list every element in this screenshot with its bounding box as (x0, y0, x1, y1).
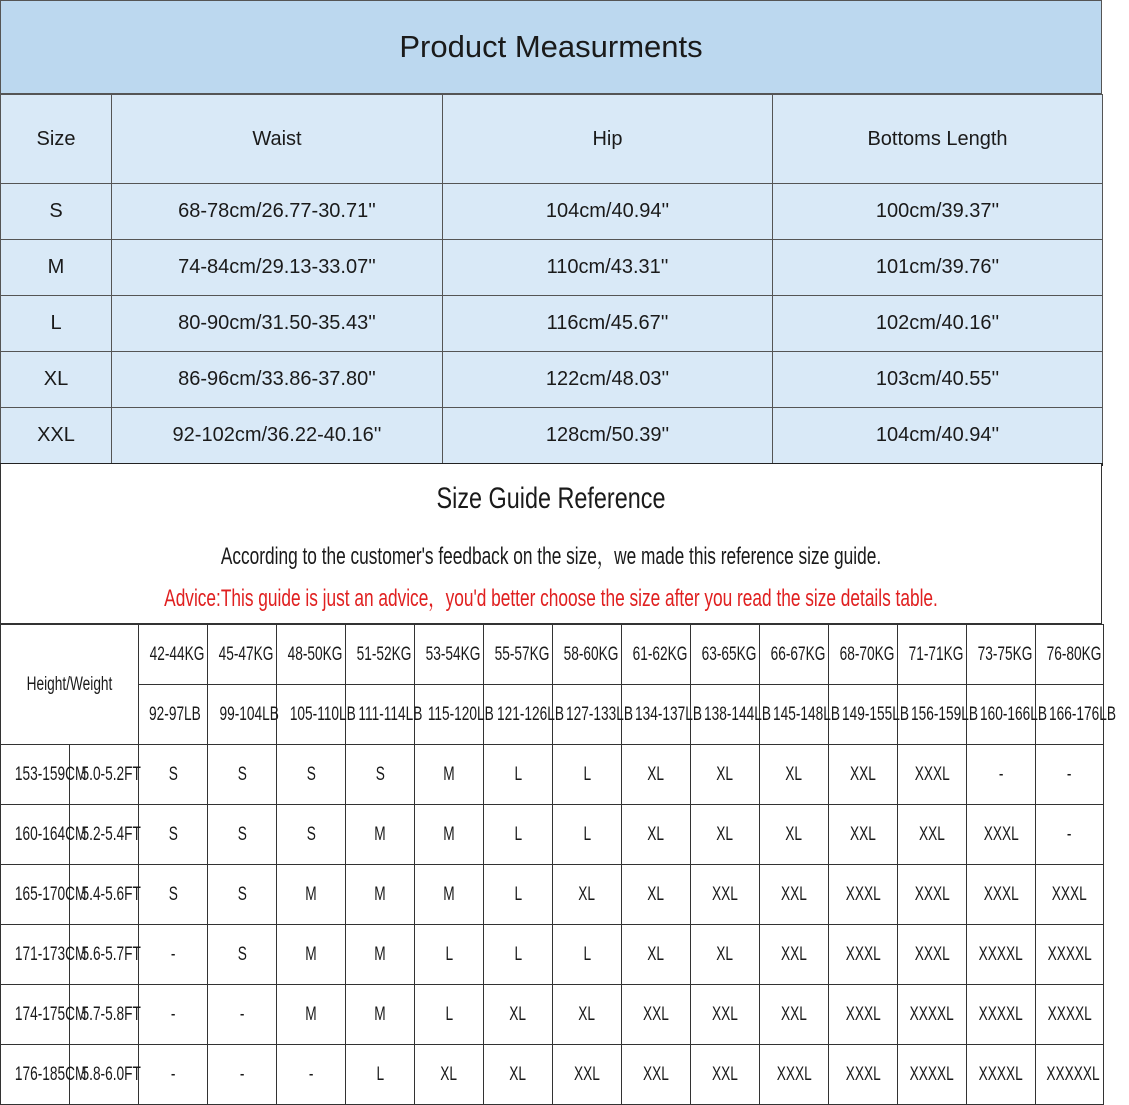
size-cell: M (415, 805, 484, 865)
header-waist: Waist (112, 95, 443, 184)
weight-kg-cell: 61-62KG (622, 625, 691, 685)
header-size: Size (1, 95, 112, 184)
size-cell: S (208, 925, 277, 985)
size-cell: XL (622, 865, 691, 925)
height-cm-cell: 165-170CM (1, 865, 70, 925)
size-cell: S (1, 184, 112, 240)
size-cell: L (415, 925, 484, 985)
header-bottoms-length: Bottoms Length (773, 95, 1103, 184)
weight-kg-cell: 76-80KG (1036, 625, 1104, 685)
size-cell: M (277, 985, 346, 1045)
size-cell: XXXL (829, 985, 898, 1045)
size-cell: XXXL (829, 925, 898, 985)
waist-cell: 80-90cm/31.50-35.43'' (112, 296, 443, 352)
weight-kg-cell: 68-70KG (829, 625, 898, 685)
size-cell: M (346, 805, 415, 865)
weight-kg-cell: 73-75KG (967, 625, 1036, 685)
waist-cell: 74-84cm/29.13-33.07'' (112, 240, 443, 296)
size-cell: - (208, 1045, 277, 1105)
size-cell: XL (691, 925, 760, 985)
height-cm-cell: 171-173CM (1, 925, 70, 985)
size-cell: XXL (691, 865, 760, 925)
size-cell: - (208, 985, 277, 1045)
size-cell: XL (484, 1045, 553, 1105)
weight-kg-cell: 53-54KG (415, 625, 484, 685)
size-cell: - (1036, 805, 1104, 865)
size-cell: XL (622, 745, 691, 805)
size-cell: XXL (829, 805, 898, 865)
weight-kg-cell: 48-50KG (277, 625, 346, 685)
size-cell: XL (760, 745, 829, 805)
hip-cell: 116cm/45.67'' (443, 296, 773, 352)
height-ft-cell: 5.0-5.2FT (70, 745, 139, 805)
size-cell: - (1036, 745, 1104, 805)
weight-lb-cell: 115-120LB (415, 685, 484, 745)
length-cell: 104cm/40.94'' (773, 408, 1103, 465)
size-cell: XXXL (898, 925, 967, 985)
size-cell: XXL (622, 985, 691, 1045)
size-cell: M (346, 985, 415, 1045)
size-cell: XL (484, 985, 553, 1045)
size-cell: M (346, 925, 415, 985)
weight-kg-cell: 51-52KG (346, 625, 415, 685)
size-cell: XXXXL (967, 985, 1036, 1045)
weight-lb-cell: 99-104LB (208, 685, 277, 745)
size-cell: XXXL (760, 1045, 829, 1105)
size-cell: XXXXL (967, 1045, 1036, 1105)
height-cm-cell: 153-159CM (1, 745, 70, 805)
size-guide-subtitle: According to the customer's feedback on the size，we made this reference size guide. (220, 543, 882, 570)
size-cell: M (277, 865, 346, 925)
size-cell: XL (691, 745, 760, 805)
product-measurements-section (0, 0, 1102, 464)
size-cell: XXL (553, 1045, 622, 1105)
length-cell: 100cm/39.37'' (773, 184, 1103, 240)
size-cell: XXXL (1036, 865, 1104, 925)
weight-kg-cell: 71-71KG (898, 625, 967, 685)
size-guide-title: Size Guide Reference (436, 482, 666, 515)
hip-cell: 110cm/43.31'' (443, 240, 773, 296)
weight-lb-cell: 92-97LB (139, 685, 208, 745)
weight-kg-cell: 66-67KG (760, 625, 829, 685)
measurement-row (1, 296, 1103, 352)
size-guide-row (1, 1045, 1104, 1105)
size-cell: XXXL (829, 865, 898, 925)
waist-cell: 68-78cm/26.77-30.71'' (112, 184, 443, 240)
size-guide-row (1, 925, 1104, 985)
size-cell: XL (622, 925, 691, 985)
height-cm-cell: 174-175CM (1, 985, 70, 1045)
size-cell: XXL (691, 1045, 760, 1105)
weight-kg-cell: 58-60KG (553, 625, 622, 685)
size-cell: XXL (691, 985, 760, 1045)
size-cell: M (415, 745, 484, 805)
size-cell: M (277, 925, 346, 985)
size-guide-table (0, 624, 1116, 1105)
size-cell: XXL (760, 925, 829, 985)
size-cell: - (277, 1045, 346, 1105)
height-ft-cell: 5.2-5.4FT (70, 805, 139, 865)
weight-kg-row (1, 625, 1104, 685)
size-cell: XXL (760, 985, 829, 1045)
size-cell: L (1, 296, 112, 352)
size-cell: XXXL (967, 865, 1036, 925)
size-cell: S (277, 745, 346, 805)
size-cell: S (208, 865, 277, 925)
weight-lb-row (1, 685, 1104, 745)
size-cell: L (484, 745, 553, 805)
weight-lb-cell: 145-148LB (760, 685, 829, 745)
size-cell: M (415, 865, 484, 925)
size-cell: S (208, 745, 277, 805)
weight-lb-cell: 127-133LB (553, 685, 622, 745)
waist-cell: 92-102cm/36.22-40.16'' (112, 408, 443, 465)
size-cell: XXL (760, 865, 829, 925)
size-guide-row (1, 985, 1104, 1045)
size-cell: M (1, 240, 112, 296)
size-cell: XXXL (829, 1045, 898, 1105)
size-cell: S (139, 805, 208, 865)
size-cell: L (484, 865, 553, 925)
weight-lb-cell: 121-126LB (484, 685, 553, 745)
weight-lb-cell: 134-137LB (622, 685, 691, 745)
weight-lb-cell: 105-110LB (277, 685, 346, 745)
size-cell: XXL (1, 408, 112, 465)
size-cell: XXL (622, 1045, 691, 1105)
size-cell: XL (1, 352, 112, 408)
weight-lb-cell: 149-155LB (829, 685, 898, 745)
hip-cell: 122cm/48.03'' (443, 352, 773, 408)
size-cell: XXL (898, 805, 967, 865)
size-cell: XL (553, 985, 622, 1045)
weight-lb-cell: 156-159LB (898, 685, 967, 745)
measurements-title: Product Measurments (0, 0, 1102, 94)
measurement-row (1, 240, 1103, 296)
size-cell: - (139, 985, 208, 1045)
size-guide-row (1, 745, 1104, 805)
height-cm-cell: 176-185CM (1, 1045, 70, 1105)
size-cell: XXXXL (1036, 985, 1104, 1045)
size-cell: XL (622, 805, 691, 865)
size-cell: - (139, 925, 208, 985)
height-ft-cell: 5.4-5.6FT (70, 865, 139, 925)
size-cell: S (277, 805, 346, 865)
header-hip: Hip (443, 95, 773, 184)
height-ft-cell: 5.6-5.7FT (70, 925, 139, 985)
weight-lb-cell: 111-114LB (346, 685, 415, 745)
measurements-header-row (1, 95, 1103, 184)
size-cell: L (484, 925, 553, 985)
size-cell: XXXXL (898, 985, 967, 1045)
size-cell: L (553, 805, 622, 865)
size-cell: L (553, 745, 622, 805)
weight-lb-cell: 138-144LB (691, 685, 760, 745)
size-cell: M (346, 865, 415, 925)
size-cell: XL (415, 1045, 484, 1105)
size-cell: S (139, 745, 208, 805)
height-weight-corner: Height/Weight (1, 625, 139, 745)
size-cell: XXXL (898, 745, 967, 805)
height-ft-cell: 5.8-6.0FT (70, 1045, 139, 1105)
height-ft-cell: 5.7-5.8FT (70, 985, 139, 1045)
weight-lb-cell: 166-176LB (1036, 685, 1104, 745)
size-guide-advice: Advice:This guide is just an advice，you'd better choose the size after you read the size details table. (164, 585, 938, 612)
measurement-row (1, 352, 1103, 408)
size-cell: L (553, 925, 622, 985)
waist-cell: 86-96cm/33.86-37.80'' (112, 352, 443, 408)
size-cell: XL (691, 805, 760, 865)
size-guide-header (0, 464, 1102, 624)
size-cell: XL (760, 805, 829, 865)
size-cell: - (967, 745, 1036, 805)
size-cell: XXXXL (898, 1045, 967, 1105)
measurement-row (1, 184, 1103, 240)
weight-kg-cell: 42-44KG (139, 625, 208, 685)
size-guide-row (1, 865, 1104, 925)
size-cell: L (346, 1045, 415, 1105)
hip-cell: 104cm/40.94'' (443, 184, 773, 240)
size-cell: XXL (829, 745, 898, 805)
hip-cell: 128cm/50.39'' (443, 408, 773, 465)
size-cell: XXXXL (1036, 925, 1104, 985)
size-cell: XXXXL (967, 925, 1036, 985)
length-cell: 103cm/40.55'' (773, 352, 1103, 408)
size-cell: L (484, 805, 553, 865)
size-cell: S (208, 805, 277, 865)
weight-lb-cell: 160-166LB (967, 685, 1036, 745)
size-cell: S (139, 865, 208, 925)
height-cm-cell: 160-164CM (1, 805, 70, 865)
weight-kg-cell: 45-47KG (208, 625, 277, 685)
size-cell: S (346, 745, 415, 805)
size-cell: L (415, 985, 484, 1045)
weight-kg-cell: 63-65KG (691, 625, 760, 685)
size-guide-row (1, 805, 1104, 865)
size-cell: XXXXXL (1036, 1045, 1104, 1105)
size-cell: XL (553, 865, 622, 925)
size-cell: - (139, 1045, 208, 1105)
measurement-row (1, 408, 1103, 465)
size-cell: XXXL (898, 865, 967, 925)
measurements-table (0, 94, 1103, 466)
length-cell: 102cm/40.16'' (773, 296, 1103, 352)
size-cell: XXXL (967, 805, 1036, 865)
weight-kg-cell: 55-57KG (484, 625, 553, 685)
length-cell: 101cm/39.76'' (773, 240, 1103, 296)
